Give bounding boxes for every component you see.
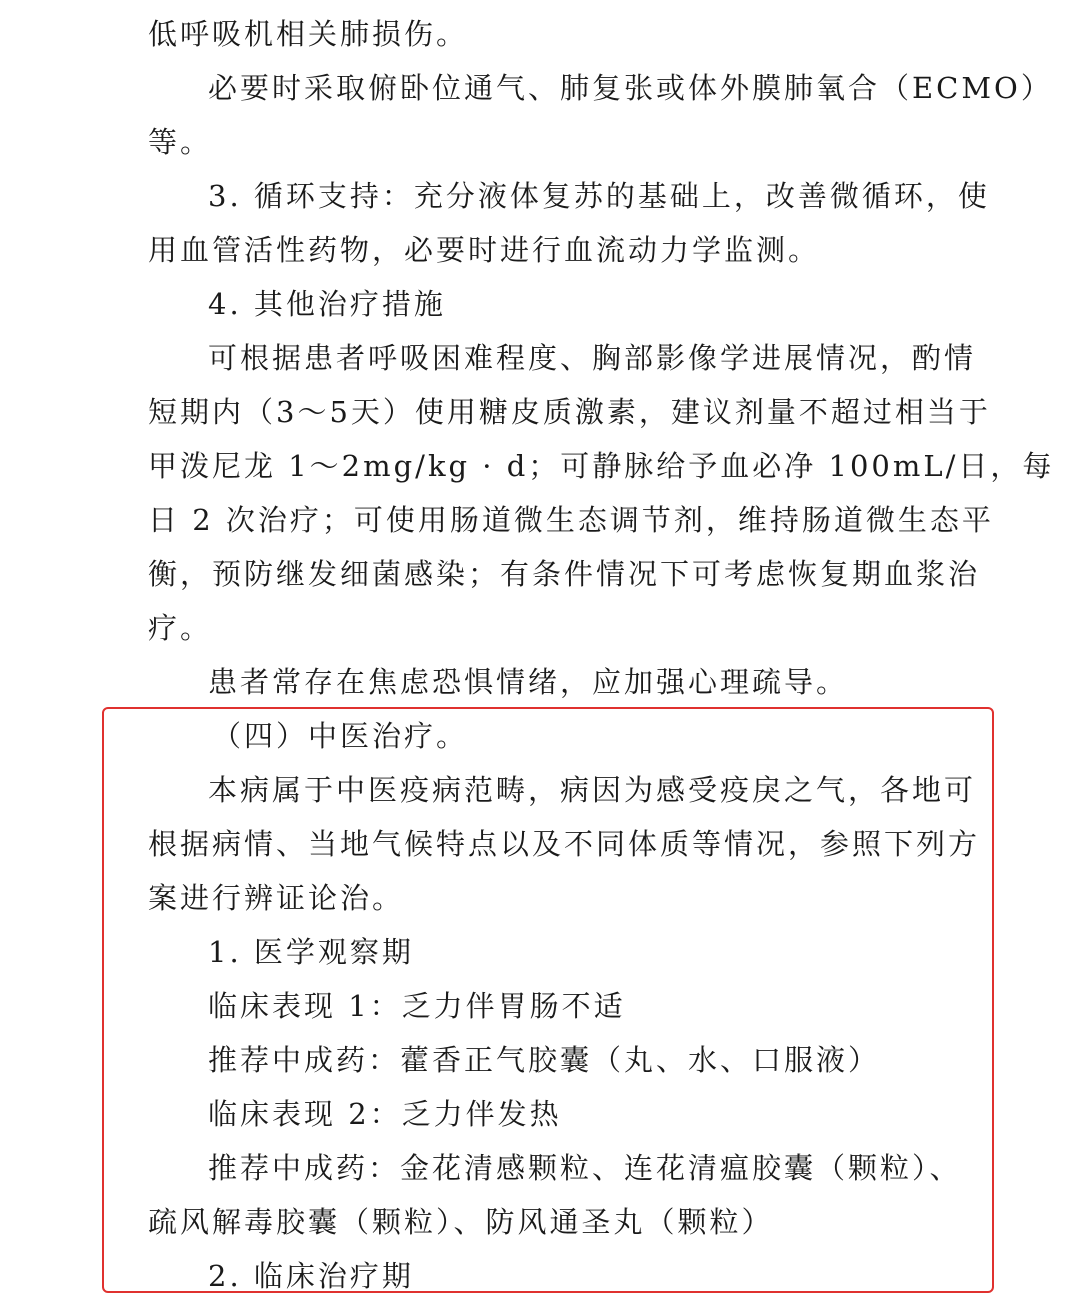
text-line: 根据病情、当地气候特点以及不同体质等情况，参照下列方 [148,827,981,861]
text-line: 推荐中成药：藿香正气胶囊（丸、水、口服液） [208,1043,881,1077]
text-line: 患者常存在焦虑恐惧情绪，应加强心理疏导。 [208,665,849,699]
section-heading: 4. 其他治疗措施 [208,287,446,321]
text-line: 疗。 [148,611,213,645]
text-line: 3. 循环支持：充分液体复苏的基础上，改善微循环，使 [208,179,990,213]
text-line: 短期内（3～5天）使用糖皮质激素，建议剂量不超过相当于 [148,395,991,429]
section-heading: 1. 医学观察期 [208,935,414,969]
text-line: 必要时采取俯卧位通气、肺复张或体外膜肺氧合（ECMO） [208,71,1053,105]
text-line: 临床表现 2：乏力伴发热 [208,1097,562,1131]
text-line: 临床表现 1：乏力伴胃肠不适 [208,989,626,1023]
text-line: 衡，预防继发细菌感染；有条件情况下可考虑恢复期血浆治 [148,557,981,591]
text-line: 低呼吸机相关肺损伤。 [148,17,469,51]
text-line: 案进行辨证论治。 [148,881,405,915]
text-line: 推荐中成药：金花清感颗粒、连花清瘟胶囊（颗粒）、 [208,1151,962,1185]
text-line: 甲泼尼龙 1～2mg/kg · d；可静脉给予血必净 100mL/日，每 [148,449,1055,483]
text-line: 等。 [148,125,213,159]
section-heading: 2. 临床治疗期 [208,1259,414,1293]
text-line: 疏风解毒胶囊（颗粒）、防风通圣丸（颗粒） [148,1205,774,1239]
text-line: 日 2 次治疗；可使用肠道微生态调节剂，维持肠道微生态平 [148,503,994,537]
text-line: 可根据患者呼吸困难程度、胸部影像学进展情况，酌情 [208,341,977,375]
text-line: 用血管活性药物，必要时进行血流动力学监测。 [148,233,821,267]
section-heading: （四）中医治疗。 [212,719,469,753]
text-line: 本病属于中医疫病范畴，病因为感受疫戾之气，各地可 [208,773,977,807]
